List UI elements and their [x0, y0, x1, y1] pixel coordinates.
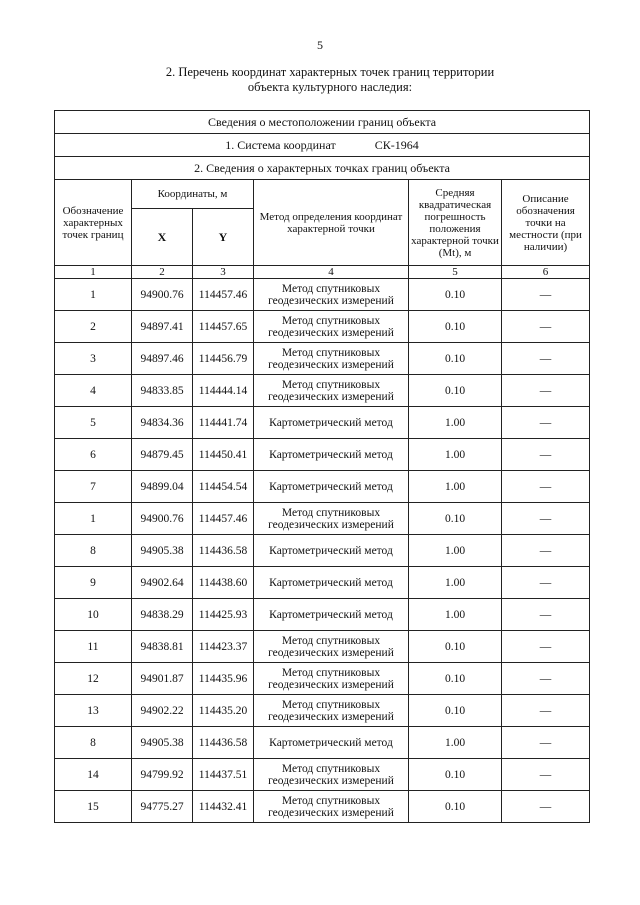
error-cell: 0.10 [409, 791, 502, 823]
header-error: Средняя квадратическая погрешность положения характерной точки (Mt), м [409, 180, 502, 266]
table-row [55, 727, 590, 759]
description-cell: — [502, 439, 590, 471]
method-cell: Метод спутниковых геодезических измерений [254, 311, 409, 343]
x-coordinate-cell: 94838.81 [132, 631, 193, 663]
y-coordinate-cell: 114435.20 [193, 695, 254, 727]
point-cell: 6 [55, 439, 132, 471]
description-cell: — [502, 343, 590, 375]
document-title-line-2: объекта культурного наследия: [247, 80, 413, 94]
point-cell: 15 [55, 791, 132, 823]
description-cell: — [502, 567, 590, 599]
point-cell: 9 [55, 567, 132, 599]
page-number: 5 [317, 38, 323, 52]
column-number: 4 [254, 266, 409, 279]
table-row [55, 535, 590, 567]
y-coordinate-cell: 114435.96 [193, 663, 254, 695]
table-row [55, 631, 590, 663]
x-coordinate-cell: 94902.22 [132, 695, 193, 727]
header-y: Y [193, 209, 254, 266]
y-coordinate-cell: 114444.14 [193, 375, 254, 407]
description-cell: — [502, 471, 590, 503]
description-cell: — [502, 791, 590, 823]
description-cell: — [502, 759, 590, 791]
y-coordinate-cell: 114450.41 [193, 439, 254, 471]
x-coordinate-cell: 94902.64 [132, 567, 193, 599]
table-body [55, 279, 590, 823]
x-coordinate-cell: 94838.29 [132, 599, 193, 631]
method-cell: Картометрический метод [254, 439, 409, 471]
error-cell: 0.10 [409, 631, 502, 663]
table-row [55, 599, 590, 631]
boundary-coordinates-table [54, 110, 590, 823]
document-title-line-1: 2. Перечень координат характерных точек границ территории [165, 65, 495, 79]
point-cell: 10 [55, 599, 132, 631]
y-coordinate-cell: 114457.46 [193, 279, 254, 311]
description-cell: — [502, 727, 590, 759]
coord-system-cell [55, 134, 590, 157]
table-row [55, 695, 590, 727]
error-cell: 0.10 [409, 375, 502, 407]
point-cell: 5 [55, 407, 132, 439]
method-cell: Картометрический метод [254, 535, 409, 567]
description-cell: — [502, 631, 590, 663]
column-number: 3 [193, 266, 254, 279]
error-cell: 0.10 [409, 311, 502, 343]
header-coordinates: Координаты, м [132, 180, 254, 209]
x-coordinate-cell: 94879.45 [132, 439, 193, 471]
error-cell: 1.00 [409, 535, 502, 567]
y-coordinate-cell: 114437.51 [193, 759, 254, 791]
description-cell: — [502, 375, 590, 407]
error-cell: 0.10 [409, 503, 502, 535]
coord-system-row [55, 134, 590, 157]
error-cell: 0.10 [409, 695, 502, 727]
section-title: Сведения о местоположении границ объекта [55, 111, 590, 134]
point-cell: 13 [55, 695, 132, 727]
x-coordinate-cell: 94799.92 [132, 759, 193, 791]
y-coordinate-cell: 114438.60 [193, 567, 254, 599]
x-coordinate-cell: 94905.38 [132, 535, 193, 567]
column-numbers-row [55, 266, 590, 279]
error-cell: 0.10 [409, 279, 502, 311]
method-cell: Метод спутниковых геодезических измерений [254, 631, 409, 663]
header-designation: Обозначение характерных точек границ [55, 180, 132, 266]
table-row [55, 343, 590, 375]
y-coordinate-cell: 114436.58 [193, 535, 254, 567]
error-cell: 1.00 [409, 439, 502, 471]
y-coordinate-cell: 114441.74 [193, 407, 254, 439]
error-cell: 0.10 [409, 663, 502, 695]
x-coordinate-cell: 94834.36 [132, 407, 193, 439]
table-row [55, 279, 590, 311]
x-coordinate-cell: 94900.76 [132, 503, 193, 535]
coord-system-value: СК-1964 [374, 137, 419, 152]
point-cell: 14 [55, 759, 132, 791]
x-coordinate-cell: 94897.41 [132, 311, 193, 343]
table-row [55, 439, 590, 471]
method-cell: Метод спутниковых геодезических измерений [254, 663, 409, 695]
error-cell: 1.00 [409, 727, 502, 759]
table-row [55, 471, 590, 503]
y-coordinate-cell: 114425.93 [193, 599, 254, 631]
points-section-row [55, 157, 590, 180]
method-cell: Метод спутниковых геодезических измерений [254, 759, 409, 791]
method-cell: Метод спутниковых геодезических измерений [254, 791, 409, 823]
column-number: 6 [502, 266, 590, 279]
point-cell: 8 [55, 727, 132, 759]
header-x: X [132, 209, 193, 266]
method-cell: Метод спутниковых геодезических измерений [254, 503, 409, 535]
y-coordinate-cell: 114456.79 [193, 343, 254, 375]
x-coordinate-cell: 94901.87 [132, 663, 193, 695]
header-description: Описание обозначения точки на местности (при наличии) [502, 180, 590, 266]
y-coordinate-cell: 114432.41 [193, 791, 254, 823]
description-cell: — [502, 535, 590, 567]
description-cell: — [502, 695, 590, 727]
table-row [55, 407, 590, 439]
point-cell: 7 [55, 471, 132, 503]
x-coordinate-cell: 94905.38 [132, 727, 193, 759]
method-cell: Метод спутниковых геодезических измерений [254, 695, 409, 727]
point-cell: 11 [55, 631, 132, 663]
error-cell: 1.00 [409, 471, 502, 503]
coord-system-label: 1. Система координат [225, 137, 336, 152]
error-cell: 0.10 [409, 343, 502, 375]
x-coordinate-cell: 94775.27 [132, 791, 193, 823]
table-row [55, 663, 590, 695]
point-cell: 12 [55, 663, 132, 695]
description-cell: — [502, 599, 590, 631]
description-cell: — [502, 663, 590, 695]
method-cell: Картометрический метод [254, 407, 409, 439]
method-cell: Метод спутниковых геодезических измерений [254, 375, 409, 407]
table-row [55, 759, 590, 791]
point-cell: 3 [55, 343, 132, 375]
error-cell: 0.10 [409, 759, 502, 791]
header-row-1 [55, 180, 590, 209]
table-row [55, 567, 590, 599]
y-coordinate-cell: 114454.54 [193, 471, 254, 503]
method-cell: Метод спутниковых геодезических измерений [254, 279, 409, 311]
x-coordinate-cell: 94900.76 [132, 279, 193, 311]
x-coordinate-cell: 94897.46 [132, 343, 193, 375]
header-method: Метод определения координат характерной точки [254, 180, 409, 266]
table-section-title-row [55, 111, 590, 134]
point-cell: 1 [55, 503, 132, 535]
table-row [55, 503, 590, 535]
description-cell: — [502, 407, 590, 439]
error-cell: 1.00 [409, 407, 502, 439]
point-cell: 2 [55, 311, 132, 343]
method-cell: Картометрический метод [254, 599, 409, 631]
method-cell: Картометрический метод [254, 471, 409, 503]
method-cell: Метод спутниковых геодезических измерений [254, 343, 409, 375]
description-cell: — [502, 311, 590, 343]
column-number: 1 [55, 266, 132, 279]
point-cell: 4 [55, 375, 132, 407]
x-coordinate-cell: 94899.04 [132, 471, 193, 503]
y-coordinate-cell: 114436.58 [193, 727, 254, 759]
error-cell: 1.00 [409, 567, 502, 599]
document-title [120, 65, 540, 95]
column-number: 5 [409, 266, 502, 279]
method-cell: Картометрический метод [254, 567, 409, 599]
points-section-label: 2. Сведения о характерных точках границ объекта [55, 157, 590, 180]
description-cell: — [502, 503, 590, 535]
y-coordinate-cell: 114457.46 [193, 503, 254, 535]
y-coordinate-cell: 114423.37 [193, 631, 254, 663]
table-row [55, 311, 590, 343]
error-cell: 1.00 [409, 599, 502, 631]
column-number: 2 [132, 266, 193, 279]
point-cell: 8 [55, 535, 132, 567]
y-coordinate-cell: 114457.65 [193, 311, 254, 343]
table-row [55, 791, 590, 823]
x-coordinate-cell: 94833.85 [132, 375, 193, 407]
point-cell: 1 [55, 279, 132, 311]
method-cell: Картометрический метод [254, 727, 409, 759]
description-cell: — [502, 279, 590, 311]
table-row [55, 375, 590, 407]
